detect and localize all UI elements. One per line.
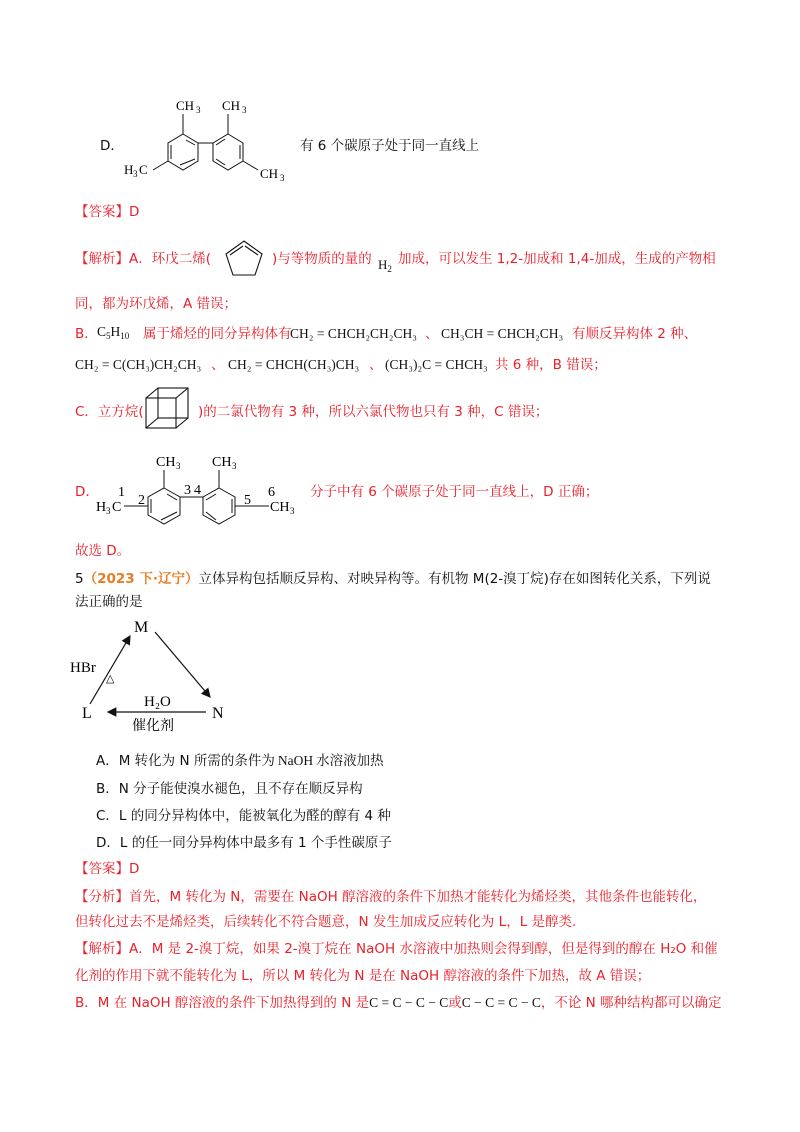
node-l: L <box>82 705 92 722</box>
option-b: B．N 分子能使溴水褪色，且不存在顺反异构 <box>96 781 363 797</box>
option-d: D．L 的任一同分异构体中最多有 1 个手性碳原子 <box>96 835 392 851</box>
conversion-diagram <box>70 612 250 737</box>
analysis-d-label: D． <box>75 484 99 500</box>
q5-jiexi-line1: 【解析】A．M 是 2-溴丁烷，如果 2-溴丁烷在 NaOH 水溶液中加热则会得到醇，但是得到的醇在 H₂O 和催 <box>75 941 718 957</box>
methyl-label-2: CH <box>222 98 241 113</box>
reagent-h2o: H₂O <box>144 694 171 710</box>
c5h10-formula: $C_5H_{10}$ <box>97 324 130 341</box>
carbon-number-5: 5 <box>244 493 251 508</box>
separator-1: 、 <box>425 326 439 342</box>
question-source: （2023 下·辽宁） <box>83 571 199 587</box>
h3c-left: H <box>96 500 107 515</box>
dimethylbiphenyl-structure <box>118 92 293 187</box>
isomer-4: CH₂ = CHCH(CH₃)CH₃ <box>228 357 360 372</box>
analysis-a-mid: )与等物质的量的 <box>272 251 372 267</box>
carbon-number-1: 1 <box>118 485 125 500</box>
methyl-label-3: H <box>124 162 134 177</box>
isomer-1: CH₂ = CHCH₂CH₂CH₃ <box>290 326 417 341</box>
methyl-sub-4: 3 <box>280 173 285 183</box>
ch3-top-left: CH <box>156 455 176 470</box>
isomer-2: CH₃CH = CHCH₂CH₃ <box>441 326 564 341</box>
option-d-label: D． <box>100 138 124 154</box>
q5-fenxi-line2: 但转化过去不是烯烃类，后续转化不符合题意，N 发生加成反应转化为 L，L 是醇类. <box>75 914 577 930</box>
carbon-number-4: 4 <box>194 483 201 498</box>
node-m: M <box>134 619 149 636</box>
cyclopentadiene-structure <box>220 235 268 283</box>
methyl-sub-1: 3 <box>196 105 201 115</box>
methyl-label-1: CH <box>176 98 195 113</box>
cubane-structure <box>140 384 195 436</box>
carbon-number-2: 2 <box>138 493 145 508</box>
separator-2: 、 <box>211 357 225 373</box>
ch3-right: CH <box>270 500 290 515</box>
methyl-label-4: CH <box>260 166 279 181</box>
analysis-b-text: 属于烯烃的同分异构体有 <box>143 326 292 342</box>
analysis-a-prefix: 【解析】A．环戊二烯( <box>75 251 212 267</box>
node-n: N <box>212 705 224 722</box>
q5-jiexi-line2: 化剂的作用下就不能转化为 L，所以 M 转化为 N 是在 NaOH 醇溶液的条件下加热，故 A 错误； <box>75 968 651 984</box>
h2-formula: $H_2$ <box>378 257 392 274</box>
isomer-3: CH₂ = C(CH₃)CH₂CH₃ <box>75 357 202 372</box>
question-stem: 立体异构包括顺反异构、对映异构等。有机物 M(2-溴丁烷)存在如图转化关系，下列说 <box>198 571 711 587</box>
reagent-catalyst: 催化剂 <box>132 719 174 734</box>
q5-answer: 【答案】D <box>75 861 140 877</box>
analysis-c-suffix: )的二氯代物有 3 种，所以六氯代物也只有 3 种，C 错误； <box>198 404 549 420</box>
methyl-sub-2: 3 <box>242 105 247 115</box>
question-5-stem-line2: 法正确的是 <box>75 594 143 610</box>
option-d-text: 有 6 个碳原子处于同一直线上 <box>300 138 480 154</box>
option-c: C．L 的同分异构体中，能被氧化为醛的醇有 4 种 <box>96 808 391 824</box>
numbered-biphenyl-structure <box>94 448 304 530</box>
analysis-b-label: B． <box>75 326 98 342</box>
analysis-c-prefix: C．立方烷( <box>75 404 144 420</box>
structure-n-1: C = C − C − C <box>369 995 449 1010</box>
analysis-d-text: 分子中有 6 个碳原子处于同一直线上，D 正确； <box>310 484 599 500</box>
heat-symbol: △ <box>106 673 115 685</box>
q5-fenxi-line1: 【分析】首先，M 转化为 N，需要在 NaOH 醇溶液的条件下加热才能转化为烯烃类，其他条件也能转化， <box>75 889 707 905</box>
question-number: 5 <box>75 571 84 587</box>
analysis-a-suffix: 加成，可以发生 1,2-加成和 1,4-加成，生成的产物相 <box>398 251 716 267</box>
methyl-sub-3: 3 <box>133 169 138 179</box>
question-5-stem-line1 <box>75 569 711 589</box>
carbon-number-3: 3 <box>184 483 191 498</box>
analysis-b-line2-tail: 共 6 种，B 错误； <box>495 357 607 373</box>
separator-3: 、 <box>369 357 383 373</box>
methyl-label-3c: C <box>139 162 148 177</box>
h3c-left-c: C <box>112 500 122 515</box>
naoh-formula: NaOH <box>277 753 314 768</box>
ch3-top-left-sub: 3 <box>176 461 181 471</box>
analysis-a-line2: 同，都为环戊烯，A 错误； <box>75 296 238 312</box>
h3c-left-sub: 3 <box>106 506 111 516</box>
conclusion: 故选 D。 <box>75 543 131 559</box>
ch3-right-sub: 3 <box>290 506 295 516</box>
ch3-top-right: CH <box>212 455 232 470</box>
analysis-b-tail: 有顺反异构体 2 种、 <box>572 326 698 342</box>
ch3-top-right-sub: 3 <box>232 461 237 471</box>
reagent-hbr: HBr <box>70 660 96 676</box>
structure-n-2: C − C = C − C <box>461 995 541 1010</box>
answer-label: 【答案】D <box>75 204 140 220</box>
option-a: A．M 转化为 N 所需的条件为 NaOH 水溶液加热 <box>96 753 384 769</box>
isomer-5: (CH₃)₂C = CHCH₃ <box>385 357 488 372</box>
carbon-number-6: 6 <box>268 485 275 500</box>
q5-jiexi-line3: B．M 在 NaOH 醇溶液的条件下加热得到的 N 是C = C − C − C或C − C = C − C，不论 N 哪种结构都可以确定 <box>75 995 722 1011</box>
